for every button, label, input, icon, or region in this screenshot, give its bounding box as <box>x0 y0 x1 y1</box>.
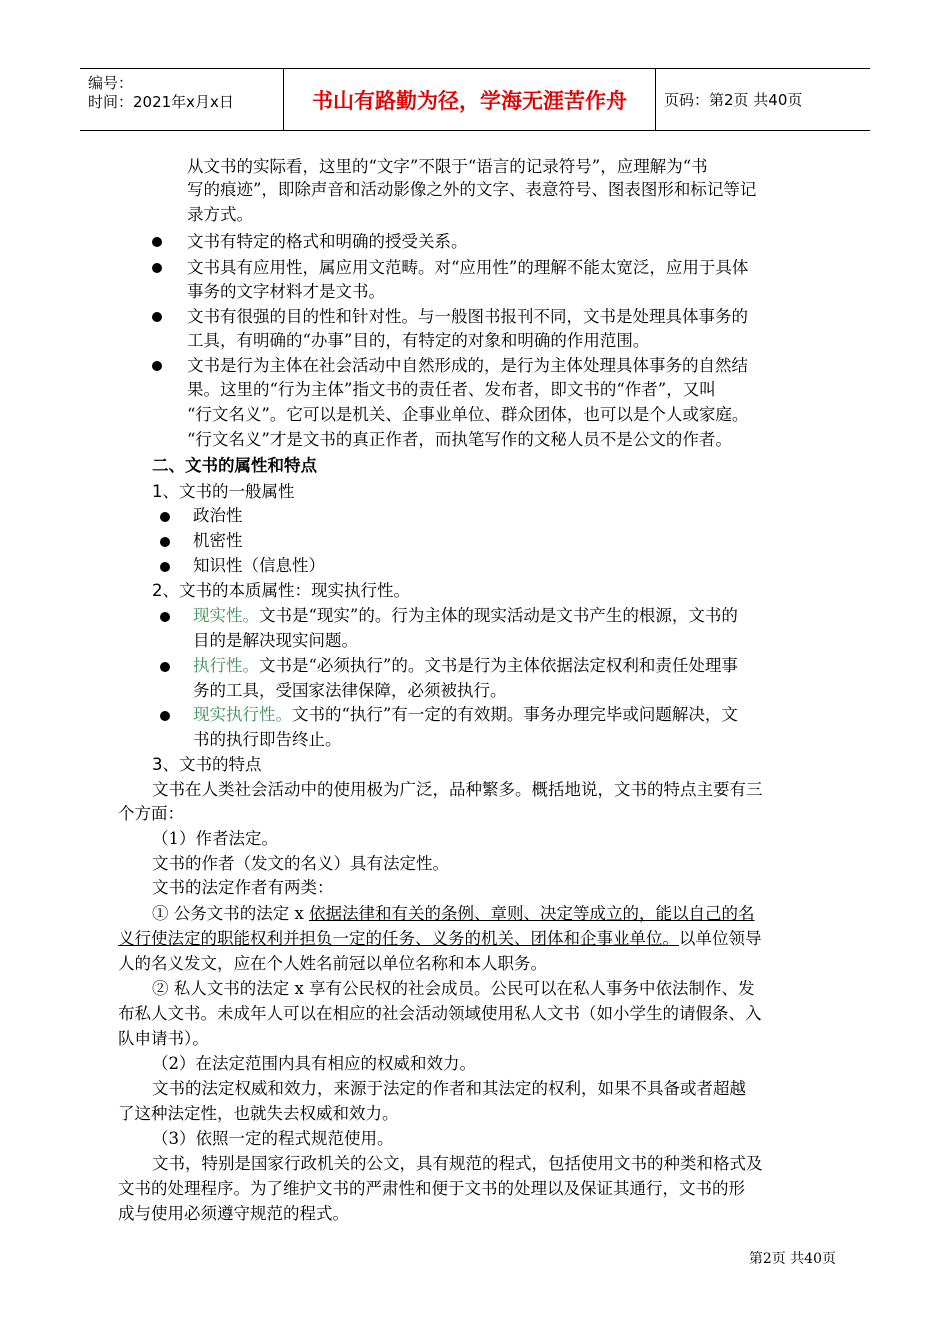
text-line: ② 私人文书的法定 x 享有公民权的社会成员。公民可以在私人事务中依法制作、发 <box>152 979 755 998</box>
subsection-heading: 1、文书的一般属性 <box>152 482 295 501</box>
bullet-text: 务的工具，受国家法律保障，必须被执行。 <box>193 681 507 700</box>
text-line: 队申请书）。 <box>118 1029 209 1048</box>
text-line: 文书的法定权威和效力，来源于法定的作者和其法定的权利，如果不具备或者超越 <box>152 1079 746 1098</box>
text-line: 文书的法定作者有两类： <box>152 878 334 897</box>
subsection-heading: 3、文书的特点 <box>152 755 262 774</box>
bullet-text: 工具，有明确的“办事”目的，有特定的对象和明确的作用范围。 <box>187 331 650 350</box>
text-line: 文书，特别是国家行政机关的公文，具有规范的程式，包括使用文书的种类和格式及 <box>152 1154 763 1173</box>
term-label: 现实性。 <box>193 606 259 625</box>
bullet-icon <box>160 662 170 672</box>
text-line: 文书在人类社会活动中的使用极为广泛，品种繁多。概括地说，文书的特点主要有三 <box>152 780 763 799</box>
bullet-text: 政治性 <box>193 506 243 525</box>
bullet-icon <box>152 263 162 273</box>
date-label: 时间：2021年x月x日 <box>88 93 234 111</box>
text-line: 人的名义发文，应在个人姓名前冠以单位名称和本人职务。 <box>118 954 547 973</box>
text-line: 文书的处理程序。为了维护文书的严肃性和便于文书的处理以及保证其通行，文书的形 <box>118 1179 745 1198</box>
bullet-text: 文书有特定的格式和明确的授受关系。 <box>187 232 468 251</box>
text-line: 写的痕迹”，即除声音和活动影像之外的文字、表意符号、图表图形和标记等记 <box>187 180 757 199</box>
text-line: 成与使用必须遵守规范的程式。 <box>118 1204 349 1223</box>
header-meta <box>80 69 283 130</box>
bullet-icon <box>160 612 170 622</box>
text-line: 从文书的实际看，这里的“文字”不限于“语言的记录符号”，应理解为“书 <box>187 157 708 176</box>
text-line: （1）作者法定。 <box>152 829 278 848</box>
bullet-text: “行文名义”。它可以是机关、企事业单位、群众团体，也可以是个人或家庭。 <box>187 405 749 424</box>
bullet-text: 文书是行为主体在社会活动中自然形成的，是行为主体处理具体事务的自然结 <box>187 356 748 375</box>
text-line: 了这种法定性，也就失去权威和效力。 <box>118 1104 399 1123</box>
bullet-icon <box>160 512 170 522</box>
text-line: （2）在法定范围内具有相应的权威和效力。 <box>152 1054 476 1073</box>
term-label: 执行性。 <box>193 656 259 675</box>
bullet-icon <box>152 361 162 371</box>
bullet-icon <box>152 312 162 322</box>
text-line: 文书的作者（发文的名义）具有法定性。 <box>152 854 449 873</box>
bullet-text: 机密性 <box>193 531 243 550</box>
header-page-info: 页码：第2页 共40页 <box>664 91 803 109</box>
text-line: 义行使法定的职能权利并担负一定的任务、义务的机关、团体和企事业单位。以单位领导 <box>118 929 762 948</box>
bullet-icon <box>160 537 170 547</box>
bullet-text: “行文名义”才是文书的真正作者，而执笔写作的文秘人员不是公文的作者。 <box>187 430 732 449</box>
section-heading: 二、文书的属性和特点 <box>152 456 317 475</box>
text-line: （3）依照一定的程式规范使用。 <box>152 1129 394 1148</box>
bullet-text: 现实性。文书是“现实”的。行为主体的现实活动是文书产生的根源，文书的 <box>193 606 738 625</box>
term-label: 现实执行性。 <box>193 705 292 724</box>
page-footer: 第2页 共40页 <box>748 1251 836 1267</box>
bullet-text: 执行性。文书是“必须执行”的。文书是行为主体依据法定权利和责任处理事 <box>193 656 738 675</box>
bullet-text: 文书具有应用性，属应用文范畴。对“应用性”的理解不能太宽泛，应用于具体 <box>187 258 749 277</box>
bullet-text: 目的是解决现实问题。 <box>193 631 358 650</box>
bullet-icon <box>160 562 170 572</box>
bullet-text: 文书有很强的目的性和针对性。与一般图书报刊不同，文书是处理具体事务的 <box>187 307 748 326</box>
page-header <box>80 68 870 131</box>
text-line: 布私人文书。未成年人可以在相应的社会活动领域使用私人文书（如小学生的请假条、入 <box>118 1004 762 1023</box>
header-motto: 书山有路勤为径，学海无涯苦作舟 <box>283 69 656 130</box>
bullet-text: 事务的文字材料才是文书。 <box>187 282 385 301</box>
bullet-text: 现实执行性。文书的“执行”有一定的有效期。事务办理完毕或问题解决，文 <box>193 705 738 724</box>
bullet-icon <box>152 237 162 247</box>
bullet-text: 书的执行即告终止。 <box>193 730 342 749</box>
bullet-icon <box>160 711 170 721</box>
subsection-heading: 2、文书的本质属性：现实执行性。 <box>152 581 410 600</box>
bullet-text: 知识性（信息性） <box>193 556 325 575</box>
bullet-text: 果。这里的“行为主体”指文书的责任者、发布者，即文书的“作者”，又叫 <box>187 380 716 399</box>
text-line: 个方面： <box>118 804 184 823</box>
text-line: 录方式。 <box>187 205 253 224</box>
text-line: ① 公务文书的法定 x 依据法律和有关的条例、章则、决定等成立的，能以自己的名 <box>152 904 755 923</box>
number-label: 编号： <box>88 74 134 92</box>
